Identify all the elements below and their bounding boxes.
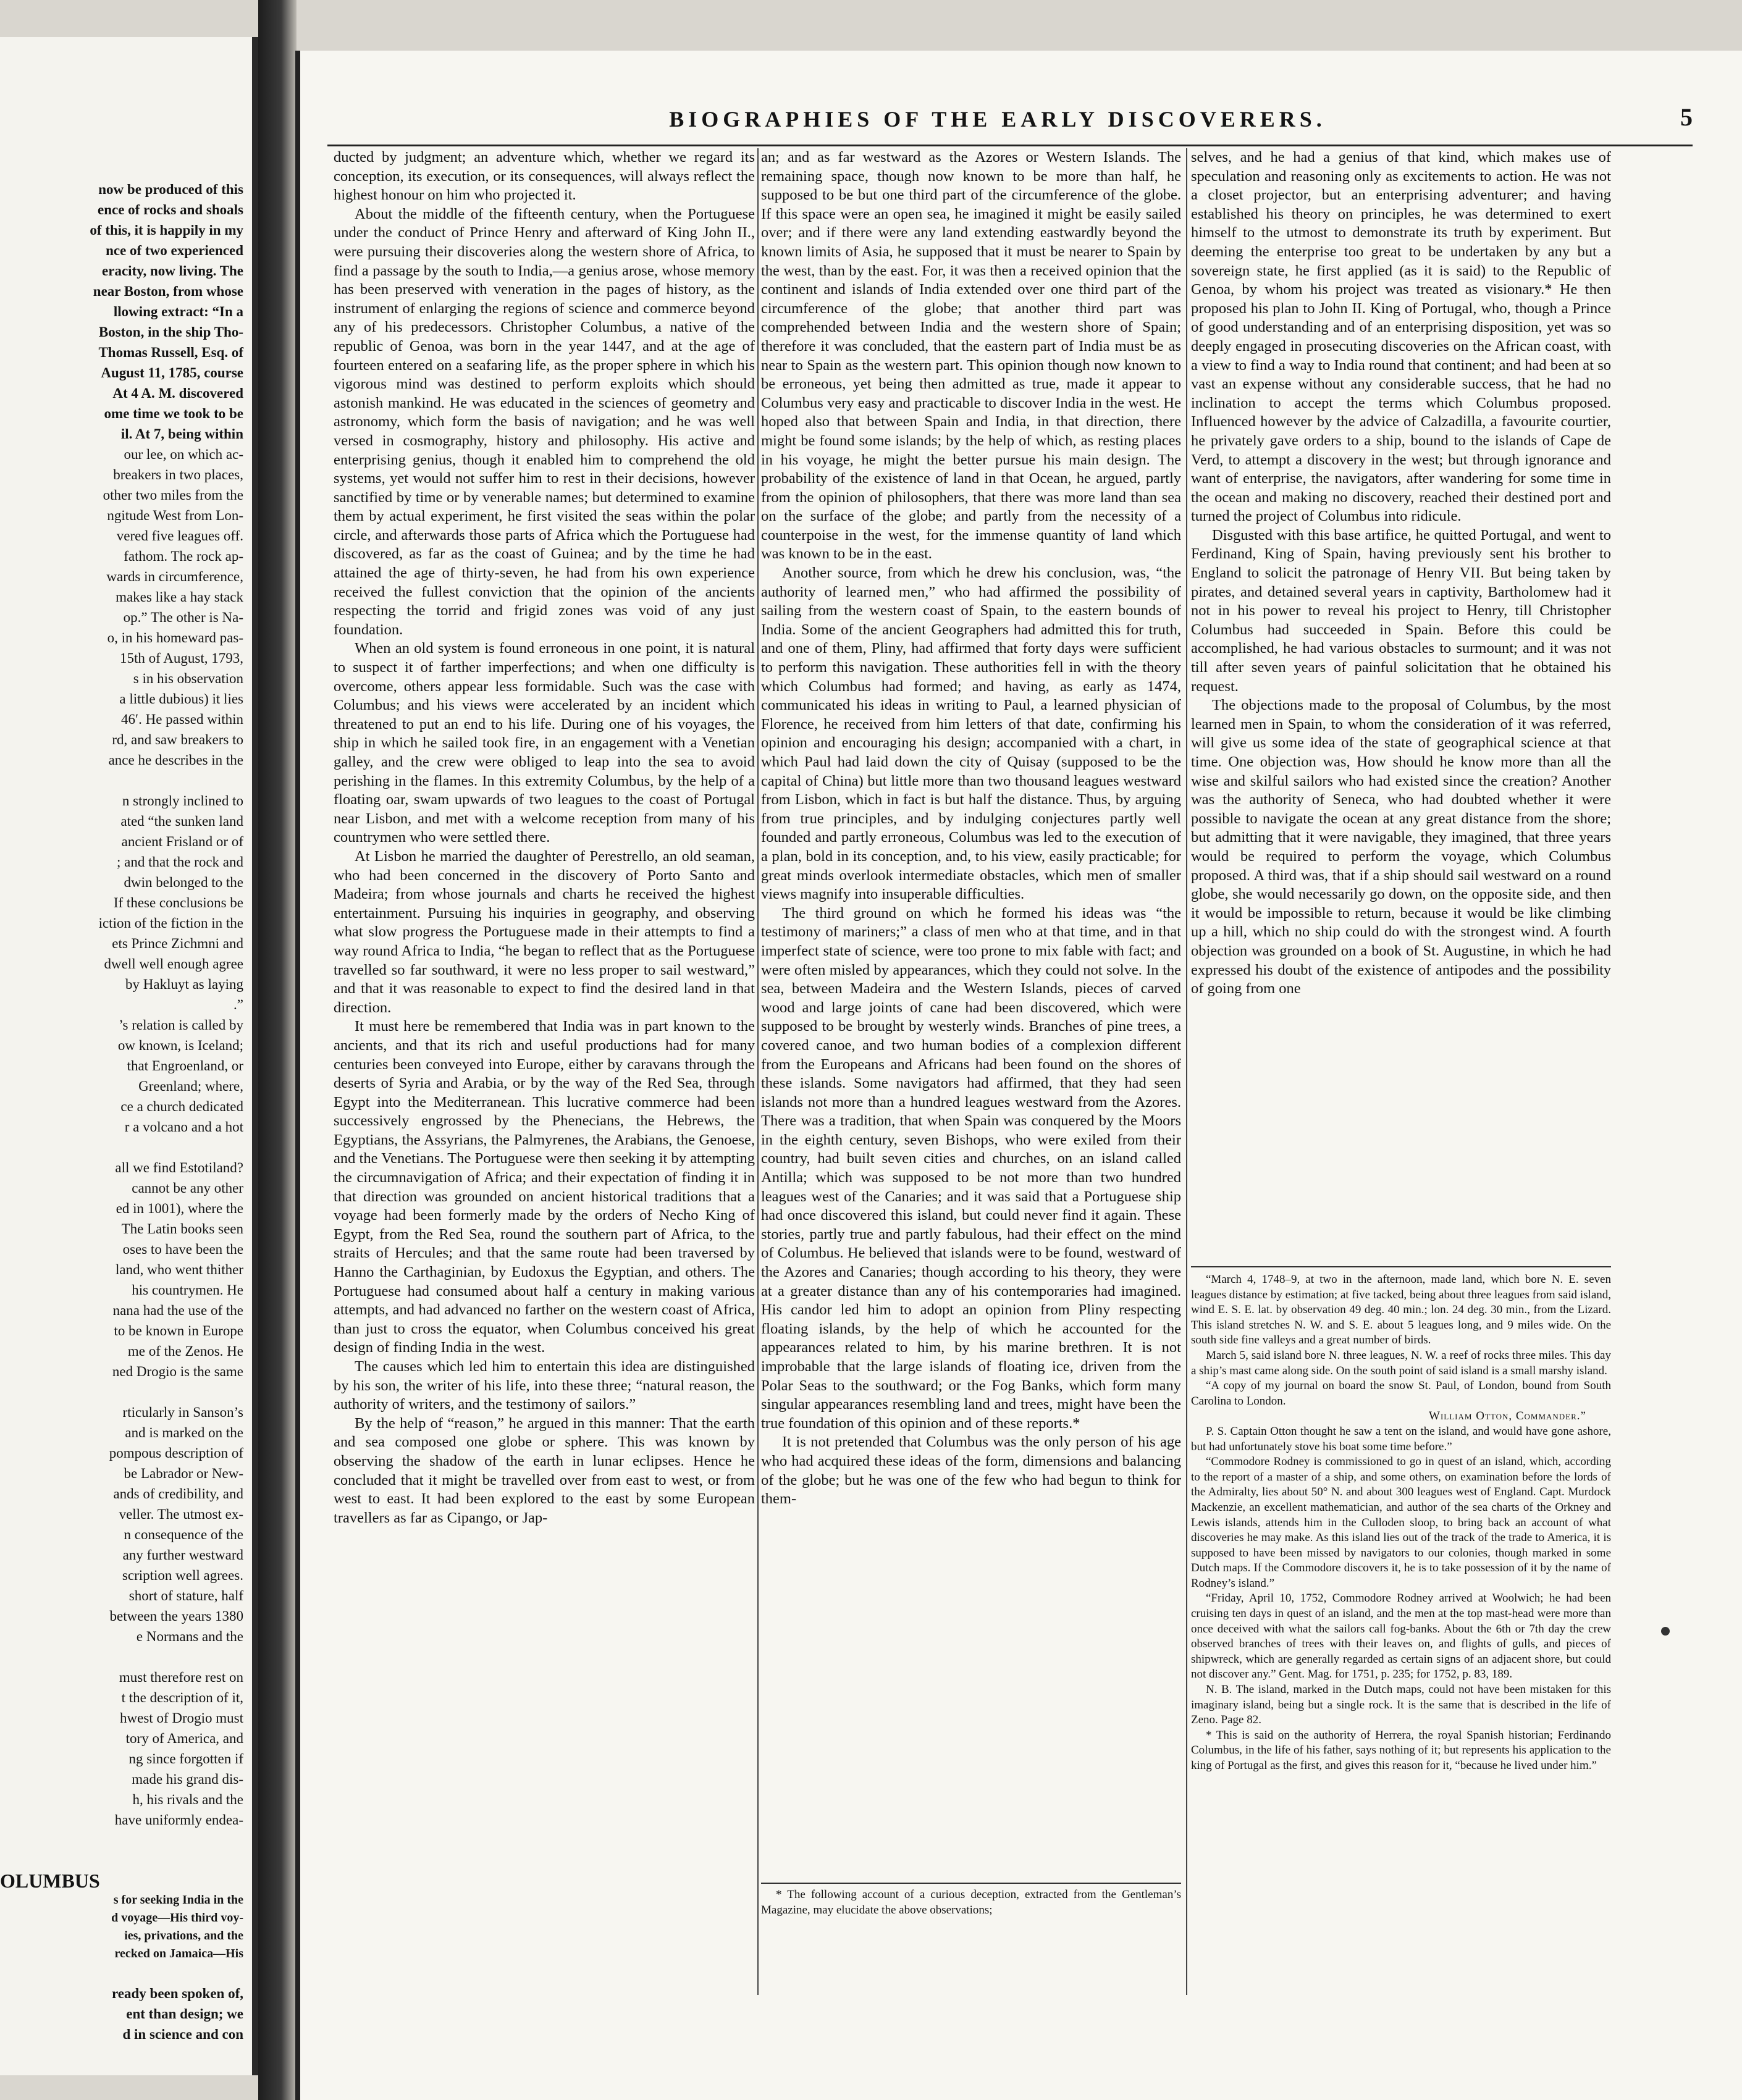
paragraph: It is not pretended that Columbus was the only person of his age who had acquired these ideas of the form, dimensions and balancing of the globe; but he was one of the few who had begun to think for them- (761, 1434, 1181, 1508)
facing-page-line: near Boston, from whose (93, 284, 243, 299)
facing-page-line: nce of two experienced (106, 243, 243, 258)
facing-page-line: made his grand dis- (132, 1771, 243, 1787)
facing-page-line: t the description of it, (121, 1690, 243, 1705)
facing-page-line: ence of rocks and shoals (98, 202, 243, 217)
facing-page-line: makes like a hay stack (116, 589, 243, 605)
facing-page-line: ngitude West from Lon- (107, 508, 243, 523)
facing-page-line: Greenland; where, (138, 1078, 243, 1094)
footnote-text: P. S. Captain Otton thought he saw a tent on the island, and would have gone ashore, but had unfortunately stove his boat some time before.” (1191, 1424, 1611, 1453)
footnote-text: “A copy of my journal on board the snow St. Paul, of London, bound from South Carolina to London. (1191, 1379, 1611, 1408)
paragraph: The causes which led him to entertain this idea are distinguished by his son, the writer of his life, into these three; “natural reason, the authority of writers, and the testimony of sailors.” (334, 1358, 755, 1413)
facing-page-text (0, 179, 247, 2044)
footnote-text: “Commodore Rodney is commissioned to go in quest of an island, which, according to the report of a master of a ship, and some others, on examination before the lords of the Admiralty, lies about 50° N. and about 300 leagues west of England. Capt. Murdock Mackenzie, an excellent mathematician, and author of the sea charts of the Orkney and Lewis islands, attends him in the Culloden sloop, to bring back an account of what discoveries he may make. As this island lies out of the track of the trade to America, it is supposed to have been missed by navigators to our colonies, though marked in some Dutch maps. If the Commodore discovers it, he is to take possession of it by the name of Rodney’s island.” (1191, 1455, 1611, 1590)
facing-page-line: 15th of August, 1793, (120, 650, 243, 666)
facing-page-line: dwell well enough agree (104, 956, 243, 972)
footnote-text: * The following account of a curious deception, extracted from the Gentleman’s Magazine, may elucidate the above observations; (761, 1888, 1181, 1917)
facing-page-line: ent than design; we (126, 2006, 243, 2022)
facing-page-line: breakers in two places, (113, 467, 243, 482)
facing-page-line: ng since forgotten if (128, 1751, 243, 1766)
footnote-text: March 5, said island bore N. three leagues, N. W. a reef of rocks three miles. This day a ship’s mast came along side. On the south point of said island is a small marshy island. (1191, 1348, 1611, 1377)
facing-page-line (0, 1850, 247, 1871)
facing-page-line: ated “the sunken land (120, 813, 243, 829)
facing-page-line: tory of America, and (125, 1731, 243, 1746)
facing-page-line: e Normans and the (136, 1629, 243, 1644)
facing-page-line: of this, it is happily in my (90, 222, 243, 238)
facing-page-line: op.” The other is Na- (123, 610, 243, 625)
facing-page-line: At 4 A. M. discovered (112, 385, 243, 401)
facing-page-line: that Engroenland, or (127, 1058, 243, 1073)
paragraph: Another source, from which he drew his conclusion, was, “the authority of learned men,” who had affirmed the possibility of sailing from the western coast of Spain, to the eastern bounds of India. Some of the ancient Geographers had admitted this for truth, and one of them, Pliny, had affirmed that forty days were sufficient to perform this navigation. These authorities fell in with the theory which Columbus had formed; and having, as early as 1474, communicated his ideas in writing to Paul, a learned physician of Florence, he received from him letters of that date, confirming his opinion and encouraging his design; accompanied with a chart, in which Paul had laid down the city of Quisay (supposed to be the capital of China) but little more than two thousand leagues westward from Lisbon, which in fact is but half the distance. Thus, by arguing from true principles, and by indulging conjectures partly well founded and partly erroneous, Columbus was led to the execution of a plan, bold in its conception, and, to his view, easily practicable; for great minds overlook intermediate obstacles, which men of smaller views magnify into insuperable difficulties. (761, 565, 1181, 903)
column-divider (757, 148, 759, 1995)
facing-page-line: ies, privations, and the (124, 1929, 243, 1942)
facing-page-line (0, 1137, 247, 1157)
facing-page-line: to be known in Europe (114, 1323, 243, 1338)
facing-page-line: ; and that the rock and (116, 854, 243, 870)
header-rule (327, 145, 1693, 146)
facing-page-line: d in science and con (122, 2026, 243, 2042)
paragraph: ducted by judgment; an adventure which, whether we regard its conception, its execution, or its consequences, will always reflect the highest honour on him who projected it. (334, 149, 755, 204)
footnote-text: “Friday, April 10, 1752, Commodore Rodney arrived at Woolwich; he had been cruising ten days in quest of an island, and the men at the top mast-head were more than once deceived with what the sailors call fog-banks. About the 6th or 7th day the crew observed branches of trees with their leaves on, and flights of gulls, and pieces of shipwreck, which are generally regarded as certain signs of an adjacent shore, but could not discover any.” Gent. Mag. for 1751, p. 235; for 1752, p. 83, 189. (1191, 1592, 1611, 1681)
facing-page-line: cannot be any other (132, 1180, 243, 1196)
facing-page-line: eracity, now living. The (102, 263, 243, 279)
facing-page-line: ome time we took to be (104, 406, 243, 421)
facing-page-line: s for seeking India in the (113, 1893, 243, 1907)
facing-page-line: rticularly in Sanson’s (122, 1405, 243, 1420)
facing-page-line: wards in circumference, (106, 569, 243, 584)
running-title: BIOGRAPHIES OF THE EARLY DISCOVERERS. (669, 107, 1326, 132)
facing-page-line: must therefore rest on (119, 1670, 243, 1685)
footnote-rule (1191, 1266, 1611, 1267)
facing-page-line: now be produced of this (98, 182, 243, 197)
footnote (761, 1888, 1181, 1943)
facing-page-line: The Latin books seen (121, 1221, 243, 1237)
facing-page-line: 46′. He passed within (121, 712, 243, 727)
facing-page-line: a little dubious) it lies (119, 691, 243, 707)
facing-page-line (0, 1963, 247, 1983)
footnote-text: “March 4, 1748–9, at two in the afternoon, made land, which bore N. E. seven leagues distance by estimation; at five tacked, being about three leagues from said island, wind E. S. E. lat. by observation 49 deg. 40 min.; lon. 24 deg. 30 min., from the Lizard. This island stretches N. W. and S. E. about 5 leagues long, and 9 miles wide. On the south side fine valleys and a great number of birds. (1191, 1273, 1611, 1347)
paragraph: When an old system is found erroneous in one point, it is natural to suspect it of farther imperfections; and when one difficulty is overcome, others appear less formidable. Such was the case with Columbus; and his views were accelerated by an incident which threatened to put an end to his life. During one of his voyages, the ship in which he sailed took fire, in an engagement with a Venetian galley, and the crew were obliged to leap into the sea to avoid perishing in the flames. In this extremity Columbus, by the help of a floating oar, swam upwards of two leagues to the coast of Portugal near Lisbon, and met with a welcome reception from many of his countrymen who were settled there. (334, 640, 755, 846)
facing-page-line (0, 1830, 247, 1850)
ink-spot (1661, 1627, 1670, 1636)
facing-page-line: ed in 1001), where the (116, 1201, 243, 1216)
facing-page-line: OLUMBUS (0, 1870, 100, 1892)
facing-page-line: any further westward (122, 1547, 243, 1563)
paragraph: The third ground on which he formed his ideas was “the testimony of mariners;” a class of men who at that time, and in that imperfect state of science, were too prone to mix fable with fact; and were often misled by appearances, which they could not solve. In the sea, between Madeira and the Western Islands, pieces of carved wood and large joints of cane had been discovered, which were supposed to be brought by westerly winds. Branches of pine trees, a covered canoe, and two human bodies of a complexion different from the Europeans and Africans had been found on the shores of these islands. Some navigators had affirmed, that they had seen islands not more than a hundred leagues westward from the Azores. There was a tradition, that when Spain was conquered by the Moors in the eighth century, seven Bishops, who were exiled from their country, had built seven cities and churches, on an island called Antilla; which was supposed to be not more than two hundred leagues west of the Canaries; and it was said that a Portuguese ship had once discovered this island, but could never find it again. These stories, partly true and partly fabulous, had their effect on the mind of Columbus. He believed that islands were to be found, westward of the Azores and Canaries; though according to his theory, they were at a greater distance than any of his contemporaries had imagined. His candor led him to adopt an opinion from Pliny respecting floating islands, by the help of which he accounted for the appearances related to him, by his marine brethren. It is not improbable that the large islands of floating ice, driven from the Polar Seas to the southward; or the Fog Banks, which form many singular appearances resembling land and trees, might have been the true foundation of this opinion and of these reports.* (761, 904, 1181, 1432)
column-divider (1186, 148, 1187, 1995)
facing-page-line (0, 1647, 247, 1667)
facing-page-line: h, his rivals and the (132, 1792, 243, 1807)
facing-page-line: Boston, in the ship Tho- (98, 324, 243, 340)
facing-page-line: ands of credibility, and (113, 1486, 243, 1502)
footnote-signature: William Otton, Commander.” (1429, 1409, 1586, 1423)
facing-page-line: s in his observation (133, 671, 243, 686)
facing-page-line: If these conclusions be (113, 895, 243, 910)
facing-page-line: ready been spoken of, (112, 1986, 243, 2001)
paragraph: an; and as far westward as the Azores or Western Islands. The remaining space, though now known to be more than half, he supposed to be but one third part of the circumference of the globe. If this space were an open sea, he imagined it might be easily sailed over; and if there were any land extending eastwardly beyond the known limits of Asia, he supposed that it must be nearer to Spain by the west, than by the east. For, it was then a received opinion that the continent and islands of India extended over one third part of the circumference of the globe; that another third part was comprehended between India and the western shore of Spain; therefore it was concluded, that the eastern part of India must be as near to Spain as the western part. This opinion though now known to be erroneous, yet being then admitted as true, made it appear to Columbus very easy and practicable to discover India in the west. He hoped also that between Spain and India, in that direction, there might be found some islands; by the help of which, as resting places in his voyage, he might the better pursue his main design. The probability of the existence of land in that Ocean, he argued, partly from the opinion of philosophers, that there was more land than sea on the surface of the globe; and partly from the necessity of a counterpoise in the west, for the immense quantity of land which was known to be in the east. (761, 149, 1181, 563)
facing-page-line: ets Prince Zichmni and (112, 936, 243, 951)
facing-page-line: ned Drogio is the same (112, 1364, 243, 1379)
paragraph: By the help of “reason,” he argued in this manner: That the earth and sea composed one globe or sphere. This was known by observing the shadow of the earth in lunar eclipses. Hence he concluded that it might be travelled over from east to west, or from west to east. It had been explored to the east by some European travellers as far as Cipango, or Jap- (334, 1414, 755, 1526)
facing-page-line: all we find Estotiland? (115, 1160, 243, 1175)
facing-page-line: and is marked on the (125, 1425, 243, 1440)
facing-page-line: be Labrador or New- (124, 1466, 243, 1481)
facing-page-line: land, who went thither (116, 1262, 243, 1277)
facing-page-line: vered five leagues off. (116, 528, 243, 544)
facing-page-line: ance he describes in the (108, 752, 243, 768)
paragraph: The objections made to the proposal of Columbus, by the most learned men in Spain, to whom the consideration of it was referred, will give us some idea of the state of geographical science at that time. One objection was, How should he know more than all the wise and skilful sailors who had existed since the creation? Another was the authority of Seneca, who had doubted whether it were possible to navigate the ocean at any great distance from the shore; but admitting that it were navigable, they imagined, that three years would be required to perform the voyage, which Columbus proposed. A third was, that if a ship should sail westward on a round globe, she would necessarily go down, on the opposite side, and then it would be impossible to return, because it would be like climbing up a hill, which no ship could do with the strongest wind. A fourth objection was grounded on a book of St. Augustine, in which he had expressed his doubt of the existence of antipodes and the possibility of going from one (1191, 697, 1611, 998)
facing-page-line: il. At 7, being within (120, 426, 243, 442)
facing-page-line: August 11, 1785, course (101, 365, 243, 380)
facing-page-fragment (0, 37, 258, 2075)
facing-page-line (0, 770, 247, 791)
text-column-3 (1191, 148, 1611, 1248)
facing-page-line: recked on Jamaica—His (114, 1947, 243, 1960)
facing-page-line: me of the Zenos. He (127, 1343, 243, 1359)
paragraph: It must here be remembered that India was in part known to the ancients, and that its rich and useful productions had for many centuries been conveyed into Europe, either by caravans through the deserts of Syria and Arabia, or by the way of the Red Sea, through Egypt into the Mediterranean. This lucrative commerce had been successively engrossed by the Phenecians, the Hebrews, the Egyptians, the Assyrians, the Palmyrenes, the Arabians, the Genoese, and the Venetians. The Portuguese were then seeking it by attempting the circumnavigation of Africa; and their expectation of finding it in that direction was grounded on ancient historical traditions that a voyage had been formerly made by the orders of Necho King of Egypt, from the Red Sea, round the southern part of Africa, to the straits of Hercules; and that the same route had been traversed by Hanno the Carthaginian, by Eudoxus the Egyptian, and others. The Portuguese had consumed about half a century in making various attempts, and had advanced no farther on the western coast of Africa, than just to cross the equator, when Columbus conceived his great design of finding India in the west. (334, 1018, 755, 1356)
facing-page-line: o, in his homeward pas- (107, 630, 243, 645)
facing-page-line: hwest of Drogio must (120, 1710, 243, 1726)
facing-page-line: pompous description of (109, 1445, 243, 1461)
facing-page-line: ancient Frisland or of (121, 834, 243, 849)
facing-page-line: nana had the use of the (112, 1303, 243, 1318)
footnote-rule (761, 1883, 1181, 1884)
footnote-text: * This is said on the authority of Herrera, the royal Spanish historian; Ferdinando Columbus, in the life of his father, says nothing of it; but represents his application to the king of Portugal as the first, and gives this reason for it, “because he lived under him.” (1191, 1728, 1611, 1772)
footnote-block (1191, 1272, 1611, 1995)
facing-page-line: dwin belonged to the (124, 875, 243, 890)
facing-page-line: our lee, on which ac- (124, 447, 243, 462)
facing-page-line: n consequence of the (124, 1527, 243, 1542)
footnote-text: N. B. The island, marked in the Dutch maps, could not have been mistaken for this imaginary island, being but a single rock. It is the same that is described in the life of Zeno. Page 82. (1191, 1683, 1611, 1727)
facing-page-line: Thomas Russell, Esq. of (98, 345, 243, 360)
paragraph: About the middle of the fifteenth century, when the Portuguese under the conduct of Prince Henry and afterward of King John II., were pursuing their discoveries along the western shore of Africa, to find a passage by the south to India,—a genius arose, whose memory has been preserved with veneration in the pages of history, as the instrument of enlarging the regions of science and commerce beyond any of his predecessors. Christopher Columbus, a native of the republic of Genoa, was born in the year 1447, and at the age of fourteen entered on a seafaring life, as the proper sphere in which his vigorous mind was destined to perform exploits which should astonish mankind. He was educated in the sciences of geometry and astronomy, which form the basis of navigation; and he was well versed in cosmography, history and philosophy. His active and enterprising genius, though it enabled him to comprehend the old systems, yet would not suffer him to rest in their decisions, however sanctified by time or by venerable names; but determined to examine them by actual experiment, he first visited the seas within the polar circle, and afterwards those parts of Africa which the Portuguese had discovered, as far as the coast of Guinea; and by the time he had attained the age of thirty-seven, he had from his own experience received the fullest conviction that the opinion of the ancients respecting the torrid and frigid zones was void of any just foundation. (334, 205, 755, 638)
facing-page-line: llowing extract: “In a (113, 304, 243, 319)
facing-page-line: scription well agrees. (122, 1568, 243, 1583)
page-number: 5 (1680, 103, 1693, 131)
facing-page-line: his countrymen. He (132, 1282, 243, 1298)
facing-page-line: between the years 1380 (109, 1608, 243, 1624)
facing-page-line (0, 1382, 247, 1402)
facing-page-line: ce a church dedicated (120, 1099, 243, 1114)
paragraph: At Lisbon he married the daughter of Perestrello, an old seaman, who had been concerned in the discovery of Porto Santo and Madeira; from whose journals and charts he received the highest entertainment. Pursuing his inquiries in geography, and observing what slow progress the Portuguese made in their attempts to find a way round Africa to India, “he began to reflect that as the Portuguese travelled so far southward, it were no less proper to sail westward,” and that it was reasonable to expect to find the desired land in that direction. (334, 847, 755, 1016)
facing-page-line: n strongly inclined to (122, 793, 243, 808)
facing-page-line: r a volcano and a hot (124, 1119, 243, 1135)
page-header (346, 103, 1693, 137)
facing-page-line: fathom. The rock ap- (124, 548, 243, 564)
facing-page-line: short of stature, half (128, 1588, 243, 1603)
text-column-2 (761, 148, 1181, 1717)
facing-page-line: by Hakluyt as laying (125, 976, 243, 992)
facing-page-line: veller. The utmost ex- (119, 1506, 243, 1522)
facing-page-line: ’s relation is called by (119, 1017, 243, 1033)
facing-page-line: other two miles from the (103, 487, 243, 503)
facing-page-line: .” (234, 997, 243, 1012)
paragraph: Disgusted with this base artifice, he quitted Portugal, and went to Ferdinand, King of Spain, having previously sent his brother to England to solicit the patronage of Henry VII. But being taken by pirates, and detained several years in captivity, Bartholomew had it not in his power to reveal his project to Henry, till Christopher Columbus had succeeded in Spain. Before this could be accomplished, he had various obstacles to surmount; and it was not till after seven years of painful solicitation that he obtained his request. (1191, 526, 1611, 695)
facing-page-line: d voyage—His third voy- (111, 1911, 243, 1925)
facing-page-line: ow known, is Iceland; (117, 1038, 243, 1053)
text-column-1 (334, 148, 755, 1976)
paragraph: selves, and he had a genius of that kind, which makes use of speculation and reasoning only as excitements to action. He was not a closet projector, but an enterprising adventurer; and having established his theory on principles, he was determined to exert himself to the utmost to demonstrate its truth by experiment. But deeming the enterprise too great to be undertaken by any but a sovereign state, he first applied (as it is said) to the Republic of Genoa, by whom his project was treated as visionary.* He then proposed his plan to John II. King of Portugal, who, though a Prince of good understanding and of an enterprising disposition, yet was so deeply engaged in prosecuting discoveries on the African coast, with a view to find a way to India round that continent; and had been at so vast an expense without any considerable success, that he had no inclination to accept the terms which Columbus proposed. Influenced however by the advice of Calzadilla, a favourite courtier, he privately gave orders to a ship, bound to the islands of Cape de Verd, to attempt a discovery in the west; but through ignorance and want of enterprise, the navigators, after wandering for some time in the ocean and making no discovery, reached their destined port and turned the project of Columbus into ridicule. (1191, 149, 1611, 525)
facing-page-line: rd, and saw breakers to (112, 732, 243, 747)
facing-page-line: oses to have been the (122, 1241, 243, 1257)
facing-page-line: have uniformly endea- (114, 1812, 243, 1828)
book-gutter (258, 0, 297, 2100)
facing-page-line: iction of the fiction in the (98, 915, 243, 931)
